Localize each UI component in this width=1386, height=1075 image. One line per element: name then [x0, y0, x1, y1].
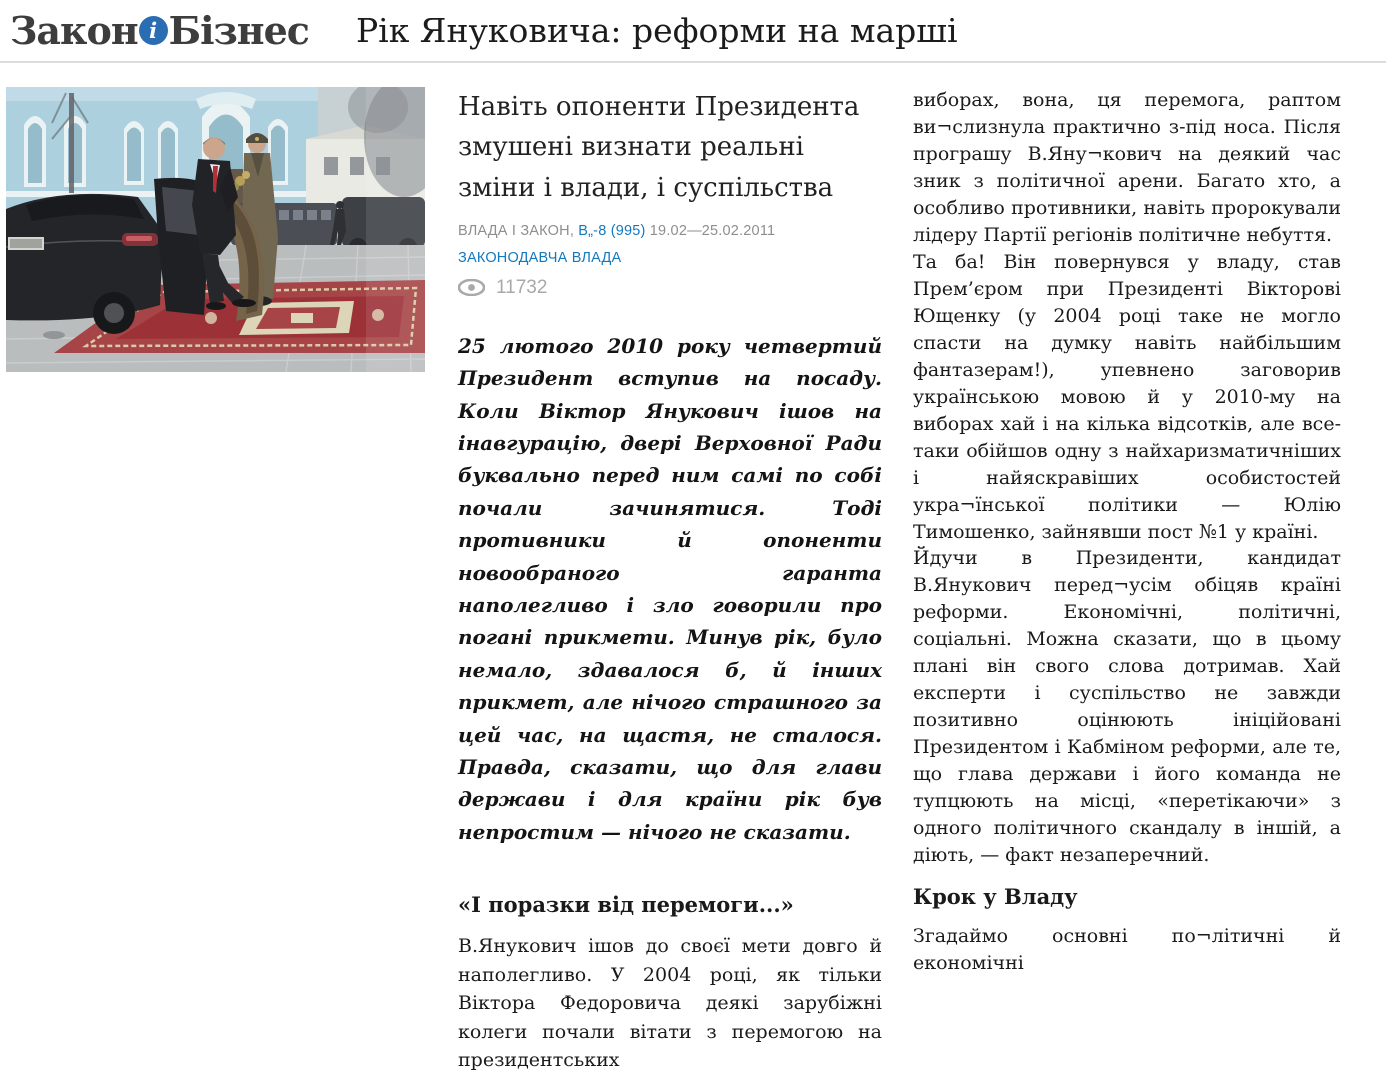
site-logo[interactable] — [10, 8, 309, 53]
date-range: 19.02—25.02.2011 — [649, 222, 776, 239]
article-headline: Навіть опоненти Президента змушені визнати реальні зміни і влади, і суспільства — [458, 92, 860, 203]
article-lead: 25 лютого 2010 року четвертий Президент вступив на посаду. Коли Віктор Янукович ішов на інавгурацію, двері Верховної Ради буквально перед ним самі по собі почали зачинятися. Тоді противники й опоненти новообраного гаранта наполегливо і зло говорили про погані прикмети. Минув рік, було немало, здавалося б, й інших прикмет, але нічого страшного за цей час, на щастя, не сталося. Правда, сказати, що для глави держави і для країни рік був непростим — нічого не сказати. — [458, 333, 882, 844]
eye-icon — [458, 279, 485, 296]
rubric-label: ВЛАДА І ЗАКОН, — [458, 222, 575, 239]
issue-link[interactable]: В„-8 (995) — [578, 222, 646, 239]
category-link[interactable]: ЗАКОНОДАВЧА ВЛАДА — [458, 249, 622, 266]
article-second-column — [913, 87, 1341, 977]
article-paragraph: виборах, вона, ця перемога, раптом ви¬слизнула практично з-під носа. Після програшу В.Яну¬кович на деякий час зник з політичної арени. Багато хто, а особливо противники, навіть пророкували лідеру Партії регіонів політичне небуття. — [913, 89, 1341, 246]
category-line — [458, 247, 882, 266]
article-photo — [6, 87, 425, 372]
article-main-column — [458, 87, 882, 1075]
section-heading-krok: Крок у Владу — [913, 884, 1078, 910]
site-header — [0, 0, 1386, 61]
logo-text-biznes: Бізнес — [168, 8, 309, 53]
photo-scene — [6, 87, 425, 372]
page-title: Рік Януковича: реформи на марші — [355, 11, 958, 50]
logo-i-icon: і — [139, 16, 168, 45]
views-count: 11732 — [496, 276, 548, 298]
article-paragraph: В.Янукович ішов до своєї мети довго й наполегливо. У 2004 році, як тільки Віктора Федоровича деякі зарубіжні колеги почали вітати з перемогою на президентських — [458, 935, 882, 1072]
logo-text-zakon: Закон — [10, 8, 138, 53]
views-counter — [458, 277, 882, 299]
article-paragraph: Згадаймо основні по¬літичні й економічні — [913, 925, 1341, 975]
article-layout — [0, 63, 1386, 1075]
article-meta — [458, 223, 882, 239]
article-paragraph: Та ба! Він повернувся у владу, став Прем’єром при Президенті Вікторові Ющенку (у 2004 році таке не могло спасти на думку навіть найбільшим фантазерам!), упевнено заговорив українською мовою й у 2010-му на виборах хай і на кілька відсотків, але все-таки обійшов одну з найхаризматичніших і найяскравіших особистостей укра¬їнської політики — Юлію Тимошенко, зайнявши пост №1 у країні. — [913, 250, 1341, 543]
section-heading: «І поразки від перемоги...» — [458, 892, 794, 918]
article-paragraph: Йдучи в Президенти, кандидат В.Янукович перед¬усім обіцяв країні реформи. Економічні, політичні, соціальні. Можна сказати, що в цьому плані він свого слова дотримав. Хай експерти і суспільство не завжди позитивно оцінюють ініційовані Президентом і Кабміном реформи, але те, що глава держави і його команда не тупцюють на місці, «перетікаючи» з одного політичного скандалу в іншій, а діють, — факт незаперечний. — [913, 547, 1341, 867]
